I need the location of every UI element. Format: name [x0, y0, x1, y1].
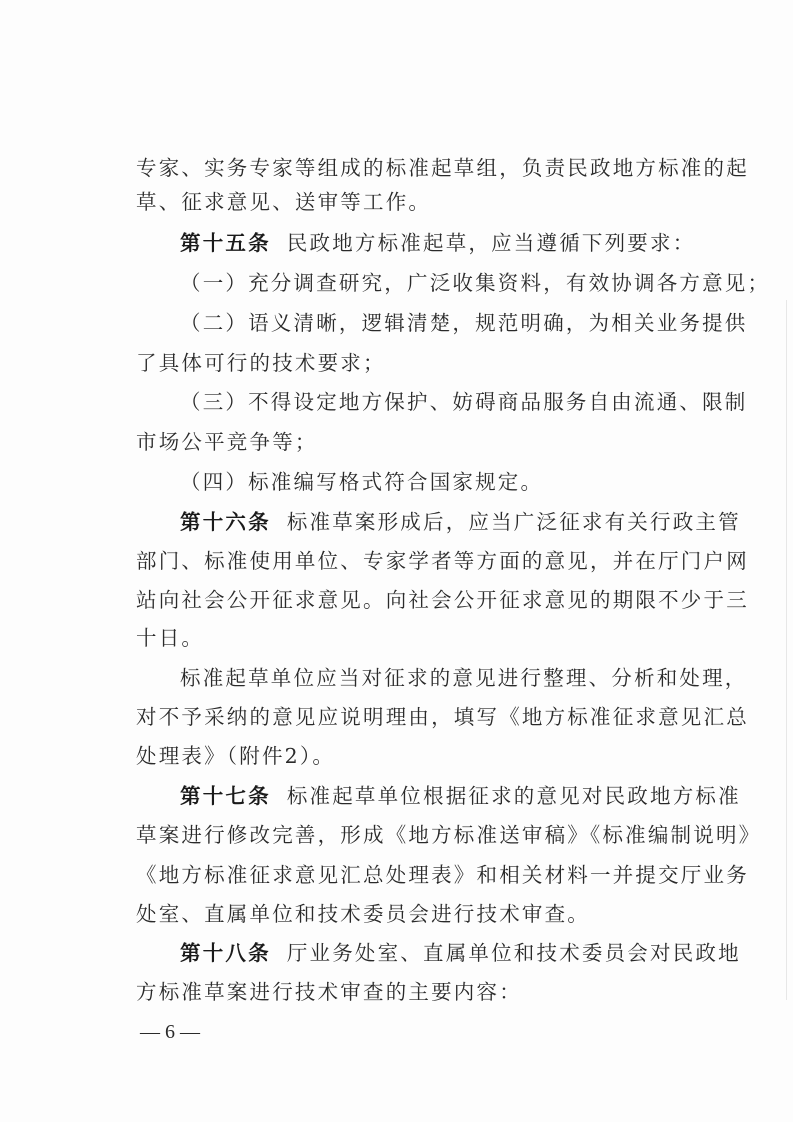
text-line: 对不予采纳的意见应说明理由，填写《地方标准征求意见汇总	[136, 705, 749, 729]
text-line: 处室、直属单位和技术委员会进行技术审查。	[136, 902, 590, 926]
text-line: 处理表》（附件2）。	[136, 744, 336, 768]
text-line: 市场公平竞争等；	[136, 430, 318, 454]
text-line: （一）充分调查研究，广泛收集资料，有效协调各方意见；	[180, 271, 771, 295]
article-17-heading: 第十七条 标准起草单位根据征求的意见对民政地方标准	[180, 784, 741, 808]
text-line: （三）不得设定地方保护、妨碍商品服务自由流通、限制	[180, 390, 748, 414]
article-label: 第十七条	[180, 784, 271, 808]
article-label: 第十六条	[180, 510, 271, 534]
text-line: 了具体可行的技术要求；	[136, 351, 386, 375]
text-line: 部门、标准使用单位、专家学者等方面的意见，并在厅门户网	[136, 549, 749, 573]
page-number: — 6 —	[140, 1021, 200, 1043]
text-line: 十日。	[136, 626, 205, 650]
text-line: （二）语义清晰，逻辑清楚，规范明确，为相关业务提供	[180, 311, 748, 335]
text-line: 专家、实务专家等组成的标准起草组，负责民政地方标准的起	[136, 156, 749, 180]
text-line: 方标准草案进行技术审查的主要内容：	[136, 980, 522, 1004]
article-15-heading: 第十五条 民政地方标准起草，应当遵循下列要求：	[180, 231, 696, 255]
scan-edge-line	[786, 300, 787, 1000]
article-16-heading: 第十六条 标准草案形成后，应当广泛征求有关行政主管	[180, 510, 741, 534]
article-18-heading: 第十八条 厅业务处室、直属单位和技术委员会对民政地	[180, 941, 741, 965]
text-line: 《地方标准征求意见汇总处理表》和相关材料一并提交厅业务	[136, 863, 749, 887]
text-line: 站向社会公开征求意见。向社会公开征求意见的期限不少于三	[136, 588, 749, 612]
article-label: 第十八条	[180, 941, 271, 965]
text-line: 标准起草单位应当对征求的意见进行整理、分析和处理，	[180, 666, 748, 690]
text-line: 草、征求意见、送审等工作。	[136, 190, 432, 214]
text-line: （四）标准编写格式符合国家规定。	[180, 470, 544, 494]
article-label: 第十五条	[180, 231, 271, 255]
text-line: 草案进行修改完善，形成《地方标准送审稿》《标准编制说明》	[136, 823, 762, 847]
